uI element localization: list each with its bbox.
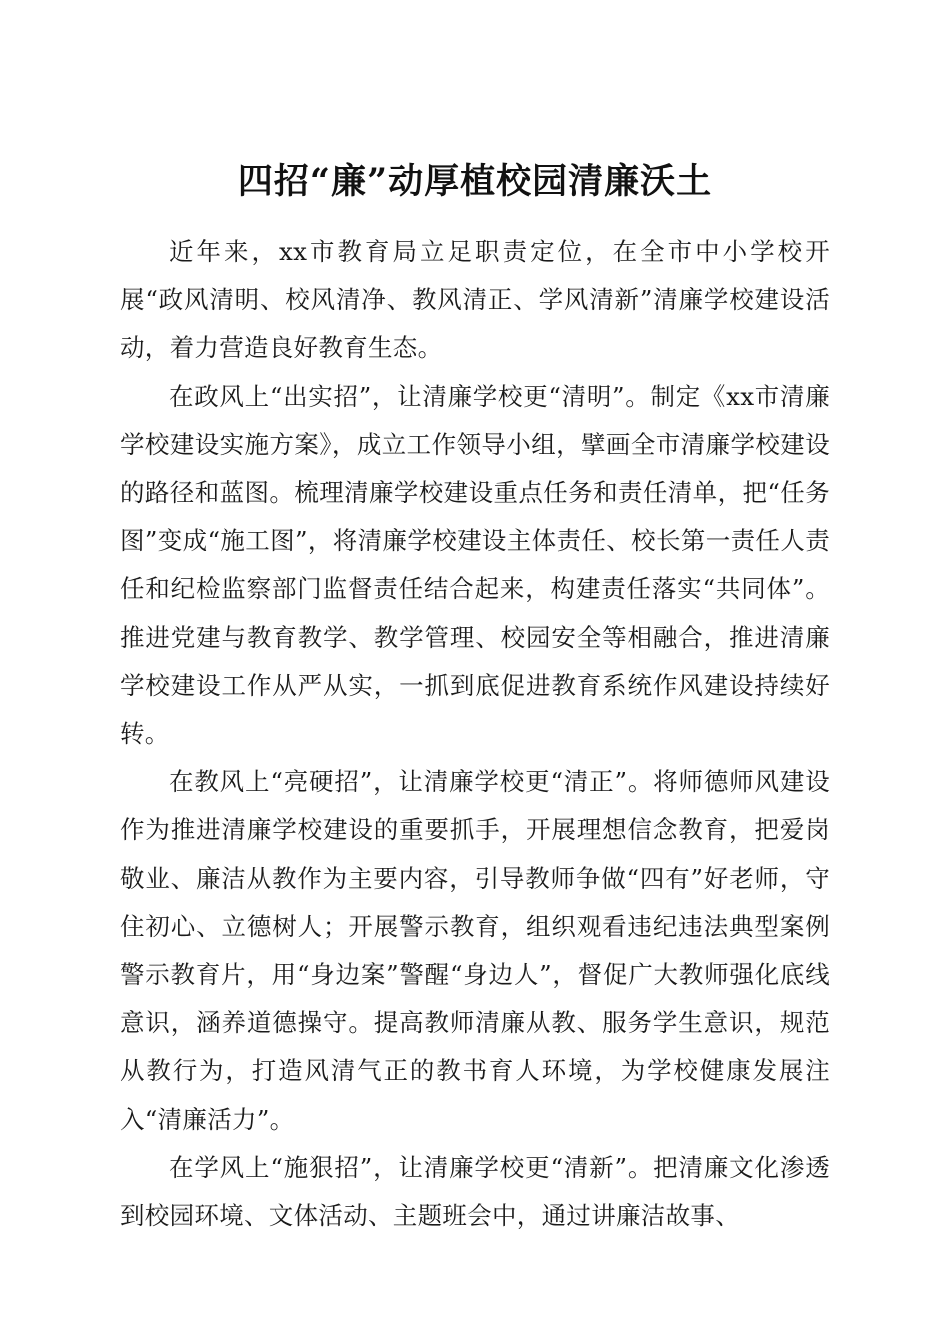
paragraph-xuefeng: 在学风上“施狠招”，让清廉学校更“清新”。把清廉文化渗透到校园环境、文体活动、主题班会中，通过讲廉洁故事、 xyxy=(120,1152,830,1231)
paragraph-intro: 近年来，xx市教育局立足职责定位，在全市中小学校开展“政风清明、校风清净、教风清正、学风清新”清廉学校建设活动，着力营造良好教育生态。 xyxy=(120,237,830,363)
paragraph-zhengfeng: 在政风上“出实招”，让清廉学校更“清明”。制定《xx市清廉学校建设实施方案》，成立工作领导小组，擘画全市清廉学校建设的路径和蓝图。梳理清廉学校建设重点任务和责任清单，把“任务图”变成“施工图”，将清廉学校建设主体责任、校长第一责任人责任和纪检监察部门监督责任结合起来，构建责任落实“共同体”。推进党建与教育教学、教学管理、校园安全等相融合，推进清廉学校建设工作从严从实，一抓到底促进教育系统作风建设持续好转。 xyxy=(120,381,830,749)
document-body xyxy=(120,228,830,1240)
paragraph-jiaofeng: 在教风上“亮硬招”，让清廉学校更“清正”。将师德师风建设作为推进清廉学校建设的重要抓手，开展理想信念教育，把爱岗敬业、廉洁从教作为主要内容，引导教师争做“四有”好老师，守住初心、立德树人；开展警示教育，组织观看违纪违法典型案例警示教育片，用“身边案”警醒“身边人”，督促广大教师强化底线意识，涵养道德操守。提高教师清廉从教、服务学生意识，规范从教行为，打造风清气正的教书育人环境，为学校健康发展注入“清廉活力”。 xyxy=(120,767,830,1134)
document-title: 四招“廉”动厚植校园清廉沃土 xyxy=(237,161,713,203)
